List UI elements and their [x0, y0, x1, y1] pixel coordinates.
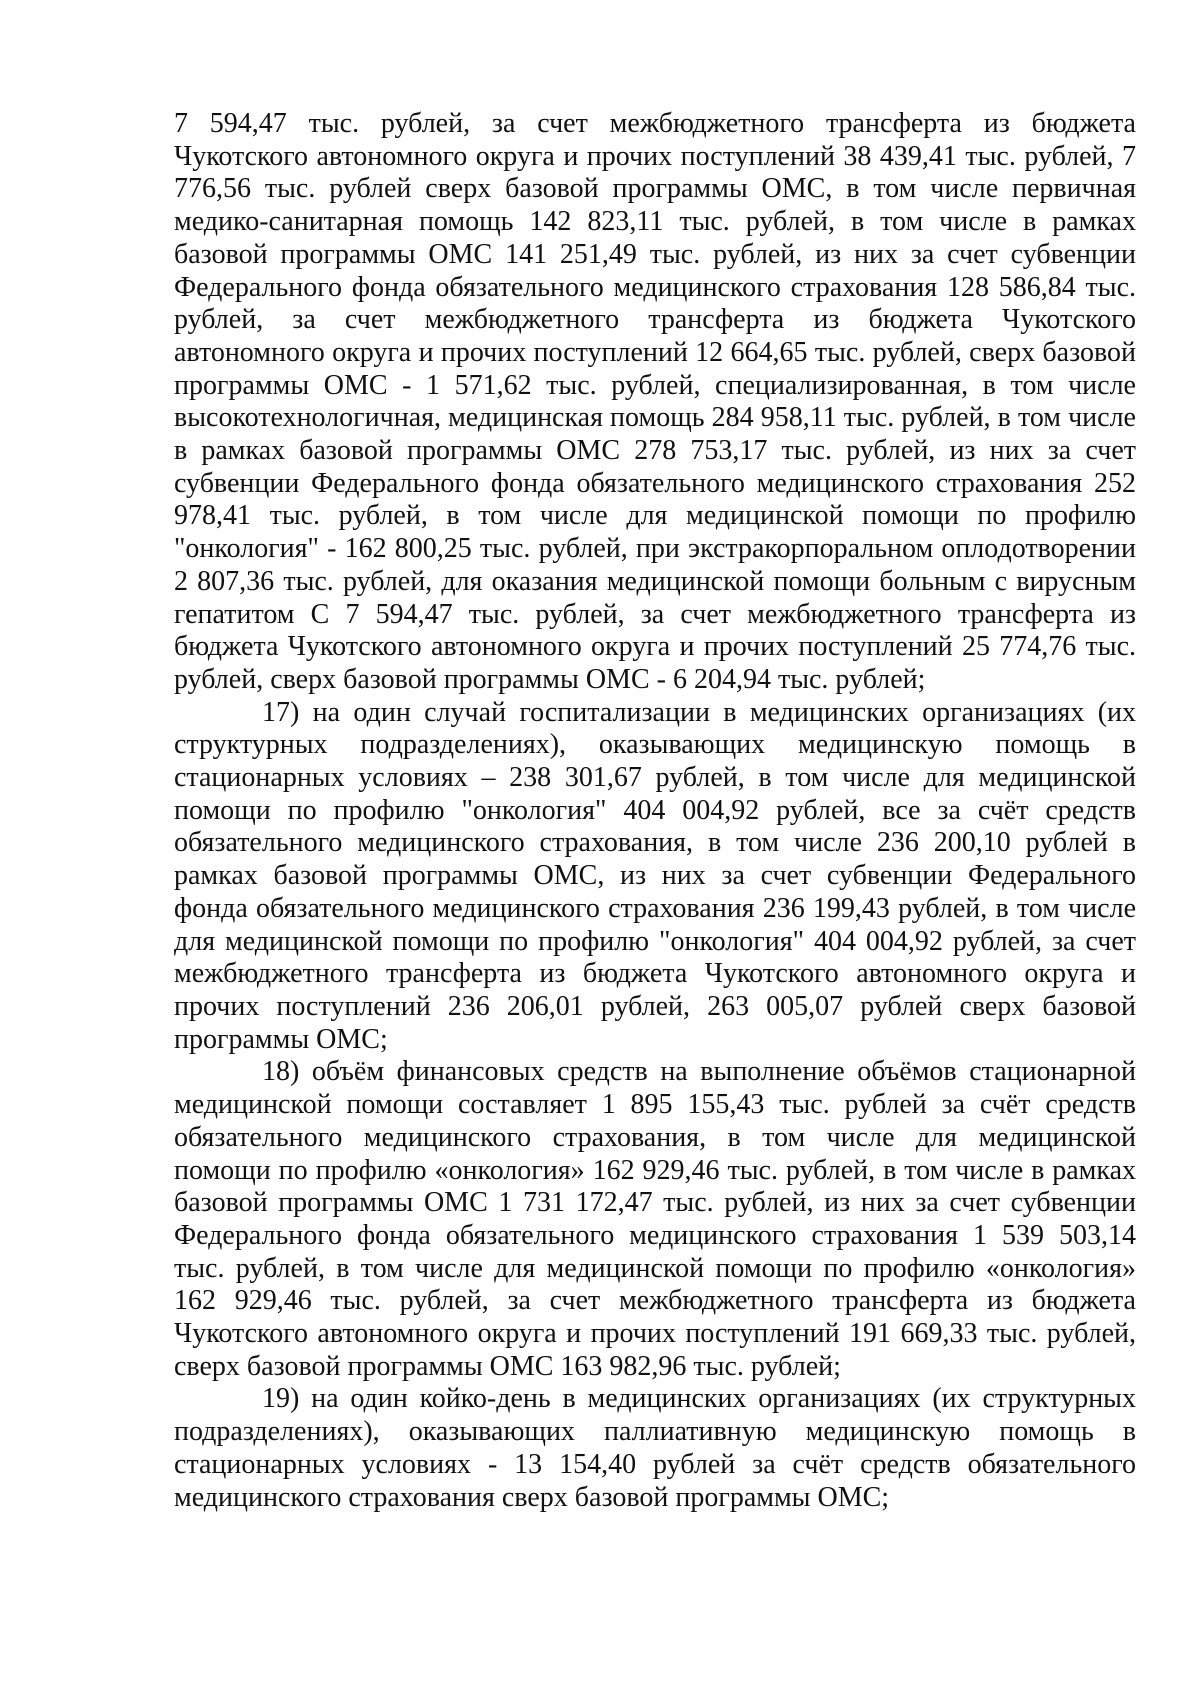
- paragraph-item-17: 17) на один случай госпитализации в медицинских организациях (их структурных подразделениях), оказывающих медицинскую помощь в стационарных условиях – 238 301,67 рублей, в том числе для медицинской помощи по профилю "онкология" 404 004,92 рублей, все за счёт средств обязательного медицинского страхования, в том числе 236 200,10 рублей в рамках базовой программы ОМС, из них за счет субвенции Федерального фонда обязательного медицинского страхования 236 199,43 рублей, в том числе для медицинской помощи по профилю "онкология" 404 004,92 рублей, за счет межбюджетного трансферта из бюджета Чукотского автономного округа и прочих поступлений 236 206,01 рублей, 263 005,07 рублей сверх базовой программы ОМС;: [174, 696, 1136, 1055]
- paragraph-item-19: 19) на один койко-день в медицинских организациях (их структурных подразделениях), оказывающих паллиативную медицинскую помощь в стационарных условиях - 13 154,40 рублей за счёт средств обязательного медицинского страхования сверх базовой программы ОМС;: [174, 1383, 1136, 1513]
- paragraph-item-18: 18) объём финансовых средств на выполнение объёмов стационарной медицинской помощи составляет 1 895 155,43 тыс. рублей за счёт средств обязательного медицинского страхования, в том числе для медицинской помощи по профилю «онкология» 162 929,46 тыс. рублей, в том числе в рамках базовой программы ОМС 1 731 172,47 тыс. рублей, из них за счет субвенции Федерального фонда обязательного медицинского страхования 1 539 503,14 тыс. рублей, в том числе для медицинской помощи по профилю «онкология» 162 929,46 тыс. рублей, за счет межбюджетного трансферта из бюджета Чукотского автономного округа и прочих поступлений 191 669,33 тыс. рублей, сверх базовой программы ОМС 163 982,96 тыс. рублей;: [174, 1056, 1136, 1382]
- paragraph-continuation: 7 594,47 тыс. рублей, за счет межбюджетного трансферта из бюджета Чукотского автономного округа и прочих поступлений 38 439,41 тыс. рублей, 7 776,56 тыс. рублей сверх базовой программы ОМС, в том числе первичная медико-санитарная помощь 142 823,11 тыс. рублей, в том числе в рамках базовой программы ОМС 141 251,49 тыс. рублей, из них за счет субвенции Федерального фонда обязательного медицинского страхования 128 586,84 тыс. рублей, за счет межбюджетного трансферта из бюджета Чукотского автономного округа и прочих поступлений 12 664,65 тыс. рублей, сверх базовой программы ОМС - 1 571,62 тыс. рублей, специализированная, в том числе высокотехнологичная, медицинская помощь 284 958,11 тыс. рублей, в том числе в рамках базовой программы ОМС 278 753,17 тыс. рублей, из них за счет субвенции Федерального фонда обязательного медицинского страхования 252 978,41 тыс. рублей, в том числе для медицинской помощи по профилю "онкология" - 162 800,25 тыс. рублей, при экстракорпоральном оплодотворении 2 807,36 тыс. рублей, для оказания медицинской помощи больным с вирусным гепатитом С 7 594,47 тыс. рублей, за счет межбюджетного трансферта из бюджета Чукотского автономного округа и прочих поступлений 25 774,76 тыс. рублей, сверх базовой программы ОМС - 6 204,94 тыс. рублей;: [174, 108, 1136, 695]
- document-page: [174, 108, 1136, 1514]
